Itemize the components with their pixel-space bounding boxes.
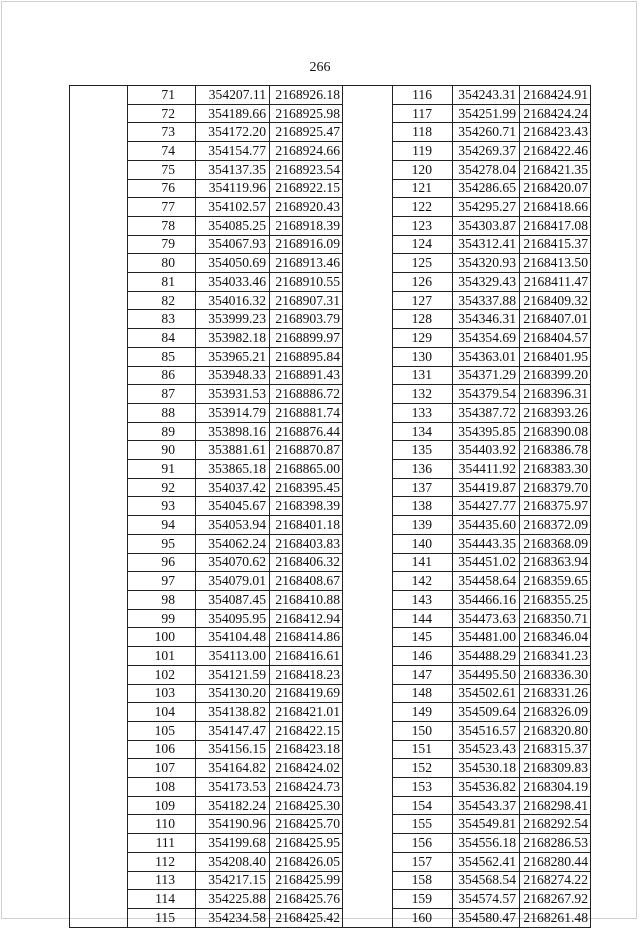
y-coordinate-cell: 2168403.83 xyxy=(270,534,343,553)
x-coordinate-cell: 354568.54 xyxy=(453,871,520,890)
x-coordinate-cell: 354295.27 xyxy=(453,198,520,217)
x-coordinate-cell: 354549.81 xyxy=(453,815,520,834)
x-coordinate-cell: 354062.24 xyxy=(196,534,270,553)
y-coordinate-cell: 2168923.54 xyxy=(270,160,343,179)
x-coordinate-cell: 354156.15 xyxy=(196,740,270,759)
y-coordinate-cell: 2168396.31 xyxy=(520,385,591,404)
point-number-cell: 102 xyxy=(128,665,196,684)
x-coordinate-cell: 354419.87 xyxy=(453,478,520,497)
point-number-cell: 121 xyxy=(393,179,453,198)
x-coordinate-cell: 354536.82 xyxy=(453,778,520,797)
y-coordinate-cell: 2168925.47 xyxy=(270,123,343,142)
x-coordinate-cell: 354147.47 xyxy=(196,721,270,740)
x-coordinate-cell: 354085.25 xyxy=(196,216,270,235)
x-coordinate-cell: 354580.47 xyxy=(453,908,520,927)
point-number-cell: 146 xyxy=(393,647,453,666)
x-coordinate-cell: 354329.43 xyxy=(453,273,520,292)
empty-column-cell xyxy=(343,86,393,928)
x-coordinate-cell: 354119.96 xyxy=(196,179,270,198)
x-coordinate-cell: 354473.63 xyxy=(453,609,520,628)
y-coordinate-cell: 2168425.95 xyxy=(270,834,343,853)
x-coordinate-cell: 353898.16 xyxy=(196,422,270,441)
y-coordinate-cell: 2168420.07 xyxy=(520,179,591,198)
point-number-cell: 116 xyxy=(393,86,453,105)
point-number-cell: 83 xyxy=(128,310,196,329)
point-number-cell: 76 xyxy=(128,179,196,198)
point-number-cell: 103 xyxy=(128,684,196,703)
point-number-cell: 126 xyxy=(393,273,453,292)
point-number-cell: 125 xyxy=(393,254,453,273)
coordinate-table-left xyxy=(69,85,343,928)
x-coordinate-cell: 354070.62 xyxy=(196,553,270,572)
y-coordinate-cell: 2168346.04 xyxy=(520,628,591,647)
x-coordinate-cell: 354208.40 xyxy=(196,852,270,871)
point-number-cell: 150 xyxy=(393,721,453,740)
point-number-cell: 134 xyxy=(393,422,453,441)
y-coordinate-cell: 2168924.66 xyxy=(270,142,343,161)
point-number-cell: 73 xyxy=(128,123,196,142)
x-coordinate-cell: 354451.02 xyxy=(453,553,520,572)
x-coordinate-cell: 354251.99 xyxy=(453,104,520,123)
y-coordinate-cell: 2168925.98 xyxy=(270,104,343,123)
point-number-cell: 128 xyxy=(393,310,453,329)
x-coordinate-cell: 354243.31 xyxy=(453,86,520,105)
point-number-cell: 143 xyxy=(393,590,453,609)
x-coordinate-cell: 354095.95 xyxy=(196,609,270,628)
y-coordinate-cell: 2168286.53 xyxy=(520,834,591,853)
y-coordinate-cell: 2168379.70 xyxy=(520,478,591,497)
x-coordinate-cell: 354458.64 xyxy=(453,572,520,591)
y-coordinate-cell: 2168408.67 xyxy=(270,572,343,591)
y-coordinate-cell: 2168298.41 xyxy=(520,796,591,815)
y-coordinate-cell: 2168416.61 xyxy=(270,647,343,666)
x-coordinate-cell: 354466.16 xyxy=(453,590,520,609)
y-coordinate-cell: 2168425.30 xyxy=(270,796,343,815)
point-number-cell: 104 xyxy=(128,703,196,722)
y-coordinate-cell: 2168423.43 xyxy=(520,123,591,142)
y-coordinate-cell: 2168320.80 xyxy=(520,721,591,740)
point-number-cell: 154 xyxy=(393,796,453,815)
y-coordinate-cell: 2168407.01 xyxy=(520,310,591,329)
point-number-cell: 105 xyxy=(128,721,196,740)
point-number-cell: 96 xyxy=(128,553,196,572)
x-coordinate-cell: 354488.29 xyxy=(453,647,520,666)
point-number-cell: 127 xyxy=(393,291,453,310)
y-coordinate-cell: 2168417.08 xyxy=(520,216,591,235)
x-coordinate-cell: 354137.35 xyxy=(196,160,270,179)
y-coordinate-cell: 2168422.46 xyxy=(520,142,591,161)
point-number-cell: 133 xyxy=(393,403,453,422)
x-coordinate-cell: 354574.57 xyxy=(453,890,520,909)
point-number-cell: 78 xyxy=(128,216,196,235)
point-number-cell: 100 xyxy=(128,628,196,647)
y-coordinate-cell: 2168886.72 xyxy=(270,385,343,404)
point-number-cell: 144 xyxy=(393,609,453,628)
y-coordinate-cell: 2168425.99 xyxy=(270,871,343,890)
y-coordinate-cell: 2168399.20 xyxy=(520,366,591,385)
point-number-cell: 110 xyxy=(128,815,196,834)
point-number-cell: 140 xyxy=(393,534,453,553)
x-coordinate-cell: 354138.82 xyxy=(196,703,270,722)
x-coordinate-cell: 354121.59 xyxy=(196,665,270,684)
y-coordinate-cell: 2168922.15 xyxy=(270,179,343,198)
table-row xyxy=(70,86,343,105)
point-number-cell: 106 xyxy=(128,740,196,759)
y-coordinate-cell: 2168916.09 xyxy=(270,235,343,254)
x-coordinate-cell: 354562.41 xyxy=(453,852,520,871)
y-coordinate-cell: 2168913.46 xyxy=(270,254,343,273)
y-coordinate-cell: 2168412.94 xyxy=(270,609,343,628)
point-number-cell: 153 xyxy=(393,778,453,797)
y-coordinate-cell: 2168926.18 xyxy=(270,86,343,105)
point-number-cell: 138 xyxy=(393,497,453,516)
y-coordinate-cell: 2168383.30 xyxy=(520,460,591,479)
point-number-cell: 148 xyxy=(393,684,453,703)
point-number-cell: 160 xyxy=(393,908,453,927)
y-coordinate-cell: 2168920.43 xyxy=(270,198,343,217)
point-number-cell: 135 xyxy=(393,441,453,460)
x-coordinate-cell: 354172.20 xyxy=(196,123,270,142)
point-number-cell: 157 xyxy=(393,852,453,871)
point-number-cell: 74 xyxy=(128,142,196,161)
x-coordinate-cell: 354509.64 xyxy=(453,703,520,722)
point-number-cell: 129 xyxy=(393,329,453,348)
y-coordinate-cell: 2168375.97 xyxy=(520,497,591,516)
x-coordinate-cell: 354199.68 xyxy=(196,834,270,853)
x-coordinate-cell: 354427.77 xyxy=(453,497,520,516)
x-coordinate-cell: 354154.77 xyxy=(196,142,270,161)
x-coordinate-cell: 354190.96 xyxy=(196,815,270,834)
y-coordinate-cell: 2168414.86 xyxy=(270,628,343,647)
y-coordinate-cell: 2168341.23 xyxy=(520,647,591,666)
x-coordinate-cell: 354207.11 xyxy=(196,86,270,105)
x-coordinate-cell: 354403.92 xyxy=(453,441,520,460)
x-coordinate-cell: 354260.71 xyxy=(453,123,520,142)
y-coordinate-cell: 2168336.30 xyxy=(520,665,591,684)
point-number-cell: 149 xyxy=(393,703,453,722)
x-coordinate-cell: 354363.01 xyxy=(453,347,520,366)
point-number-cell: 151 xyxy=(393,740,453,759)
x-coordinate-cell: 354516.57 xyxy=(453,721,520,740)
point-number-cell: 80 xyxy=(128,254,196,273)
point-number-cell: 142 xyxy=(393,572,453,591)
y-coordinate-cell: 2168421.01 xyxy=(270,703,343,722)
x-coordinate-cell: 354337.88 xyxy=(453,291,520,310)
point-number-cell: 118 xyxy=(393,123,453,142)
point-number-cell: 139 xyxy=(393,516,453,535)
point-number-cell: 107 xyxy=(128,759,196,778)
x-coordinate-cell: 354502.61 xyxy=(453,684,520,703)
x-coordinate-cell: 354067.93 xyxy=(196,235,270,254)
point-number-cell: 86 xyxy=(128,366,196,385)
y-coordinate-cell: 2168406.32 xyxy=(270,553,343,572)
x-coordinate-cell: 354225.88 xyxy=(196,890,270,909)
x-coordinate-cell: 354053.94 xyxy=(196,516,270,535)
y-coordinate-cell: 2168401.18 xyxy=(270,516,343,535)
point-number-cell: 117 xyxy=(393,104,453,123)
point-number-cell: 71 xyxy=(128,86,196,105)
y-coordinate-cell: 2168395.45 xyxy=(270,478,343,497)
y-coordinate-cell: 2168907.31 xyxy=(270,291,343,310)
point-number-cell: 137 xyxy=(393,478,453,497)
y-coordinate-cell: 2168326.09 xyxy=(520,703,591,722)
point-number-cell: 92 xyxy=(128,478,196,497)
y-coordinate-cell: 2168410.88 xyxy=(270,590,343,609)
coordinate-table-right xyxy=(342,85,591,928)
y-coordinate-cell: 2168424.02 xyxy=(270,759,343,778)
y-coordinate-cell: 2168363.94 xyxy=(520,553,591,572)
point-number-cell: 152 xyxy=(393,759,453,778)
x-coordinate-cell: 354113.00 xyxy=(196,647,270,666)
y-coordinate-cell: 2168424.24 xyxy=(520,104,591,123)
point-number-cell: 141 xyxy=(393,553,453,572)
point-number-cell: 155 xyxy=(393,815,453,834)
y-coordinate-cell: 2168423.18 xyxy=(270,740,343,759)
x-coordinate-cell: 354164.82 xyxy=(196,759,270,778)
x-coordinate-cell: 354037.42 xyxy=(196,478,270,497)
x-coordinate-cell: 354354.69 xyxy=(453,329,520,348)
y-coordinate-cell: 2168918.39 xyxy=(270,216,343,235)
y-coordinate-cell: 2168404.57 xyxy=(520,329,591,348)
point-number-cell: 75 xyxy=(128,160,196,179)
y-coordinate-cell: 2168398.39 xyxy=(270,497,343,516)
point-number-cell: 82 xyxy=(128,291,196,310)
x-coordinate-cell: 353965.21 xyxy=(196,347,270,366)
x-coordinate-cell: 353948.33 xyxy=(196,366,270,385)
point-number-cell: 158 xyxy=(393,871,453,890)
y-coordinate-cell: 2168895.84 xyxy=(270,347,343,366)
point-number-cell: 77 xyxy=(128,198,196,217)
x-coordinate-cell: 354182.24 xyxy=(196,796,270,815)
point-number-cell: 93 xyxy=(128,497,196,516)
point-number-cell: 122 xyxy=(393,198,453,217)
point-number-cell: 112 xyxy=(128,852,196,871)
y-coordinate-cell: 2168903.79 xyxy=(270,310,343,329)
x-coordinate-cell: 354495.50 xyxy=(453,665,520,684)
x-coordinate-cell: 354481.00 xyxy=(453,628,520,647)
y-coordinate-cell: 2168899.97 xyxy=(270,329,343,348)
x-coordinate-cell: 354269.37 xyxy=(453,142,520,161)
x-coordinate-cell: 354173.53 xyxy=(196,778,270,797)
x-coordinate-cell: 354079.01 xyxy=(196,572,270,591)
y-coordinate-cell: 2168292.54 xyxy=(520,815,591,834)
x-coordinate-cell: 354050.69 xyxy=(196,254,270,273)
y-coordinate-cell: 2168424.73 xyxy=(270,778,343,797)
x-coordinate-cell: 353931.53 xyxy=(196,385,270,404)
x-coordinate-cell: 354379.54 xyxy=(453,385,520,404)
y-coordinate-cell: 2168411.47 xyxy=(520,273,591,292)
point-number-cell: 114 xyxy=(128,890,196,909)
x-coordinate-cell: 354234.58 xyxy=(196,908,270,927)
point-number-cell: 99 xyxy=(128,609,196,628)
point-number-cell: 88 xyxy=(128,403,196,422)
point-number-cell: 131 xyxy=(393,366,453,385)
x-coordinate-cell: 354130.20 xyxy=(196,684,270,703)
x-coordinate-cell: 354556.18 xyxy=(453,834,520,853)
x-coordinate-cell: 354320.93 xyxy=(453,254,520,273)
point-number-cell: 132 xyxy=(393,385,453,404)
y-coordinate-cell: 2168267.92 xyxy=(520,890,591,909)
y-coordinate-cell: 2168368.09 xyxy=(520,534,591,553)
point-number-cell: 130 xyxy=(393,347,453,366)
point-number-cell: 84 xyxy=(128,329,196,348)
point-number-cell: 98 xyxy=(128,590,196,609)
x-coordinate-cell: 353999.23 xyxy=(196,310,270,329)
x-coordinate-cell: 354312.41 xyxy=(453,235,520,254)
point-number-cell: 115 xyxy=(128,908,196,927)
y-coordinate-cell: 2168421.35 xyxy=(520,160,591,179)
y-coordinate-cell: 2168418.23 xyxy=(270,665,343,684)
point-number-cell: 109 xyxy=(128,796,196,815)
x-coordinate-cell: 353982.18 xyxy=(196,329,270,348)
y-coordinate-cell: 2168386.78 xyxy=(520,441,591,460)
y-coordinate-cell: 2168359.65 xyxy=(520,572,591,591)
y-coordinate-cell: 2168304.19 xyxy=(520,778,591,797)
x-coordinate-cell: 354443.35 xyxy=(453,534,520,553)
point-number-cell: 85 xyxy=(128,347,196,366)
x-coordinate-cell: 354395.85 xyxy=(453,422,520,441)
x-coordinate-cell: 353865.18 xyxy=(196,460,270,479)
point-number-cell: 108 xyxy=(128,778,196,797)
x-coordinate-cell: 354045.67 xyxy=(196,497,270,516)
x-coordinate-cell: 354543.37 xyxy=(453,796,520,815)
y-coordinate-cell: 2168415.37 xyxy=(520,235,591,254)
point-number-cell: 136 xyxy=(393,460,453,479)
x-coordinate-cell: 354102.57 xyxy=(196,198,270,217)
point-number-cell: 90 xyxy=(128,441,196,460)
y-coordinate-cell: 2168418.66 xyxy=(520,198,591,217)
y-coordinate-cell: 2168280.44 xyxy=(520,852,591,871)
x-coordinate-cell: 354530.18 xyxy=(453,759,520,778)
y-coordinate-cell: 2168372.09 xyxy=(520,516,591,535)
y-coordinate-cell: 2168425.42 xyxy=(270,908,343,927)
point-number-cell: 145 xyxy=(393,628,453,647)
x-coordinate-cell: 354371.29 xyxy=(453,366,520,385)
y-coordinate-cell: 2168413.50 xyxy=(520,254,591,273)
x-coordinate-cell: 354286.65 xyxy=(453,179,520,198)
x-coordinate-cell: 354033.46 xyxy=(196,273,270,292)
point-number-cell: 91 xyxy=(128,460,196,479)
x-coordinate-cell: 354346.31 xyxy=(453,310,520,329)
point-number-cell: 156 xyxy=(393,834,453,853)
x-coordinate-cell: 354303.87 xyxy=(453,216,520,235)
y-coordinate-cell: 2168261.48 xyxy=(520,908,591,927)
point-number-cell: 97 xyxy=(128,572,196,591)
x-coordinate-cell: 354435.60 xyxy=(453,516,520,535)
x-coordinate-cell: 354278.04 xyxy=(453,160,520,179)
point-number-cell: 123 xyxy=(393,216,453,235)
y-coordinate-cell: 2168425.76 xyxy=(270,890,343,909)
point-number-cell: 124 xyxy=(393,235,453,254)
point-number-cell: 87 xyxy=(128,385,196,404)
point-number-cell: 89 xyxy=(128,422,196,441)
x-coordinate-cell: 354189.66 xyxy=(196,104,270,123)
y-coordinate-cell: 2168865.00 xyxy=(270,460,343,479)
x-coordinate-cell: 354217.15 xyxy=(196,871,270,890)
x-coordinate-cell: 354387.72 xyxy=(453,403,520,422)
y-coordinate-cell: 2168355.25 xyxy=(520,590,591,609)
x-coordinate-cell: 354016.32 xyxy=(196,291,270,310)
y-coordinate-cell: 2168910.55 xyxy=(270,273,343,292)
point-number-cell: 113 xyxy=(128,871,196,890)
point-number-cell: 72 xyxy=(128,104,196,123)
x-coordinate-cell: 354523.43 xyxy=(453,740,520,759)
empty-column-cell xyxy=(70,86,128,928)
y-coordinate-cell: 2168309.83 xyxy=(520,759,591,778)
y-coordinate-cell: 2168870.87 xyxy=(270,441,343,460)
y-coordinate-cell: 2168401.95 xyxy=(520,347,591,366)
point-number-cell: 81 xyxy=(128,273,196,292)
y-coordinate-cell: 2168315.37 xyxy=(520,740,591,759)
point-number-cell: 95 xyxy=(128,534,196,553)
y-coordinate-cell: 2168422.15 xyxy=(270,721,343,740)
y-coordinate-cell: 2168426.05 xyxy=(270,852,343,871)
y-coordinate-cell: 2168331.26 xyxy=(520,684,591,703)
point-number-cell: 79 xyxy=(128,235,196,254)
point-number-cell: 94 xyxy=(128,516,196,535)
x-coordinate-cell: 354087.45 xyxy=(196,590,270,609)
y-coordinate-cell: 2168425.70 xyxy=(270,815,343,834)
y-coordinate-cell: 2168390.08 xyxy=(520,422,591,441)
y-coordinate-cell: 2168876.44 xyxy=(270,422,343,441)
y-coordinate-cell: 2168393.26 xyxy=(520,403,591,422)
y-coordinate-cell: 2168409.32 xyxy=(520,291,591,310)
point-number-cell: 159 xyxy=(393,890,453,909)
y-coordinate-cell: 2168419.69 xyxy=(270,684,343,703)
table-row xyxy=(343,86,591,105)
x-coordinate-cell: 354411.92 xyxy=(453,460,520,479)
x-coordinate-cell: 353914.79 xyxy=(196,403,270,422)
y-coordinate-cell: 2168274.22 xyxy=(520,871,591,890)
y-coordinate-cell: 2168881.74 xyxy=(270,403,343,422)
point-number-cell: 101 xyxy=(128,647,196,666)
y-coordinate-cell: 2168424.91 xyxy=(520,86,591,105)
point-number-cell: 111 xyxy=(128,834,196,853)
y-coordinate-cell: 2168891.43 xyxy=(270,366,343,385)
point-number-cell: 147 xyxy=(393,665,453,684)
y-coordinate-cell: 2168350.71 xyxy=(520,609,591,628)
x-coordinate-cell: 354104.48 xyxy=(196,628,270,647)
point-number-cell: 120 xyxy=(393,160,453,179)
point-number-cell: 119 xyxy=(393,142,453,161)
page-number: 266 xyxy=(309,60,331,75)
x-coordinate-cell: 353881.61 xyxy=(196,441,270,460)
